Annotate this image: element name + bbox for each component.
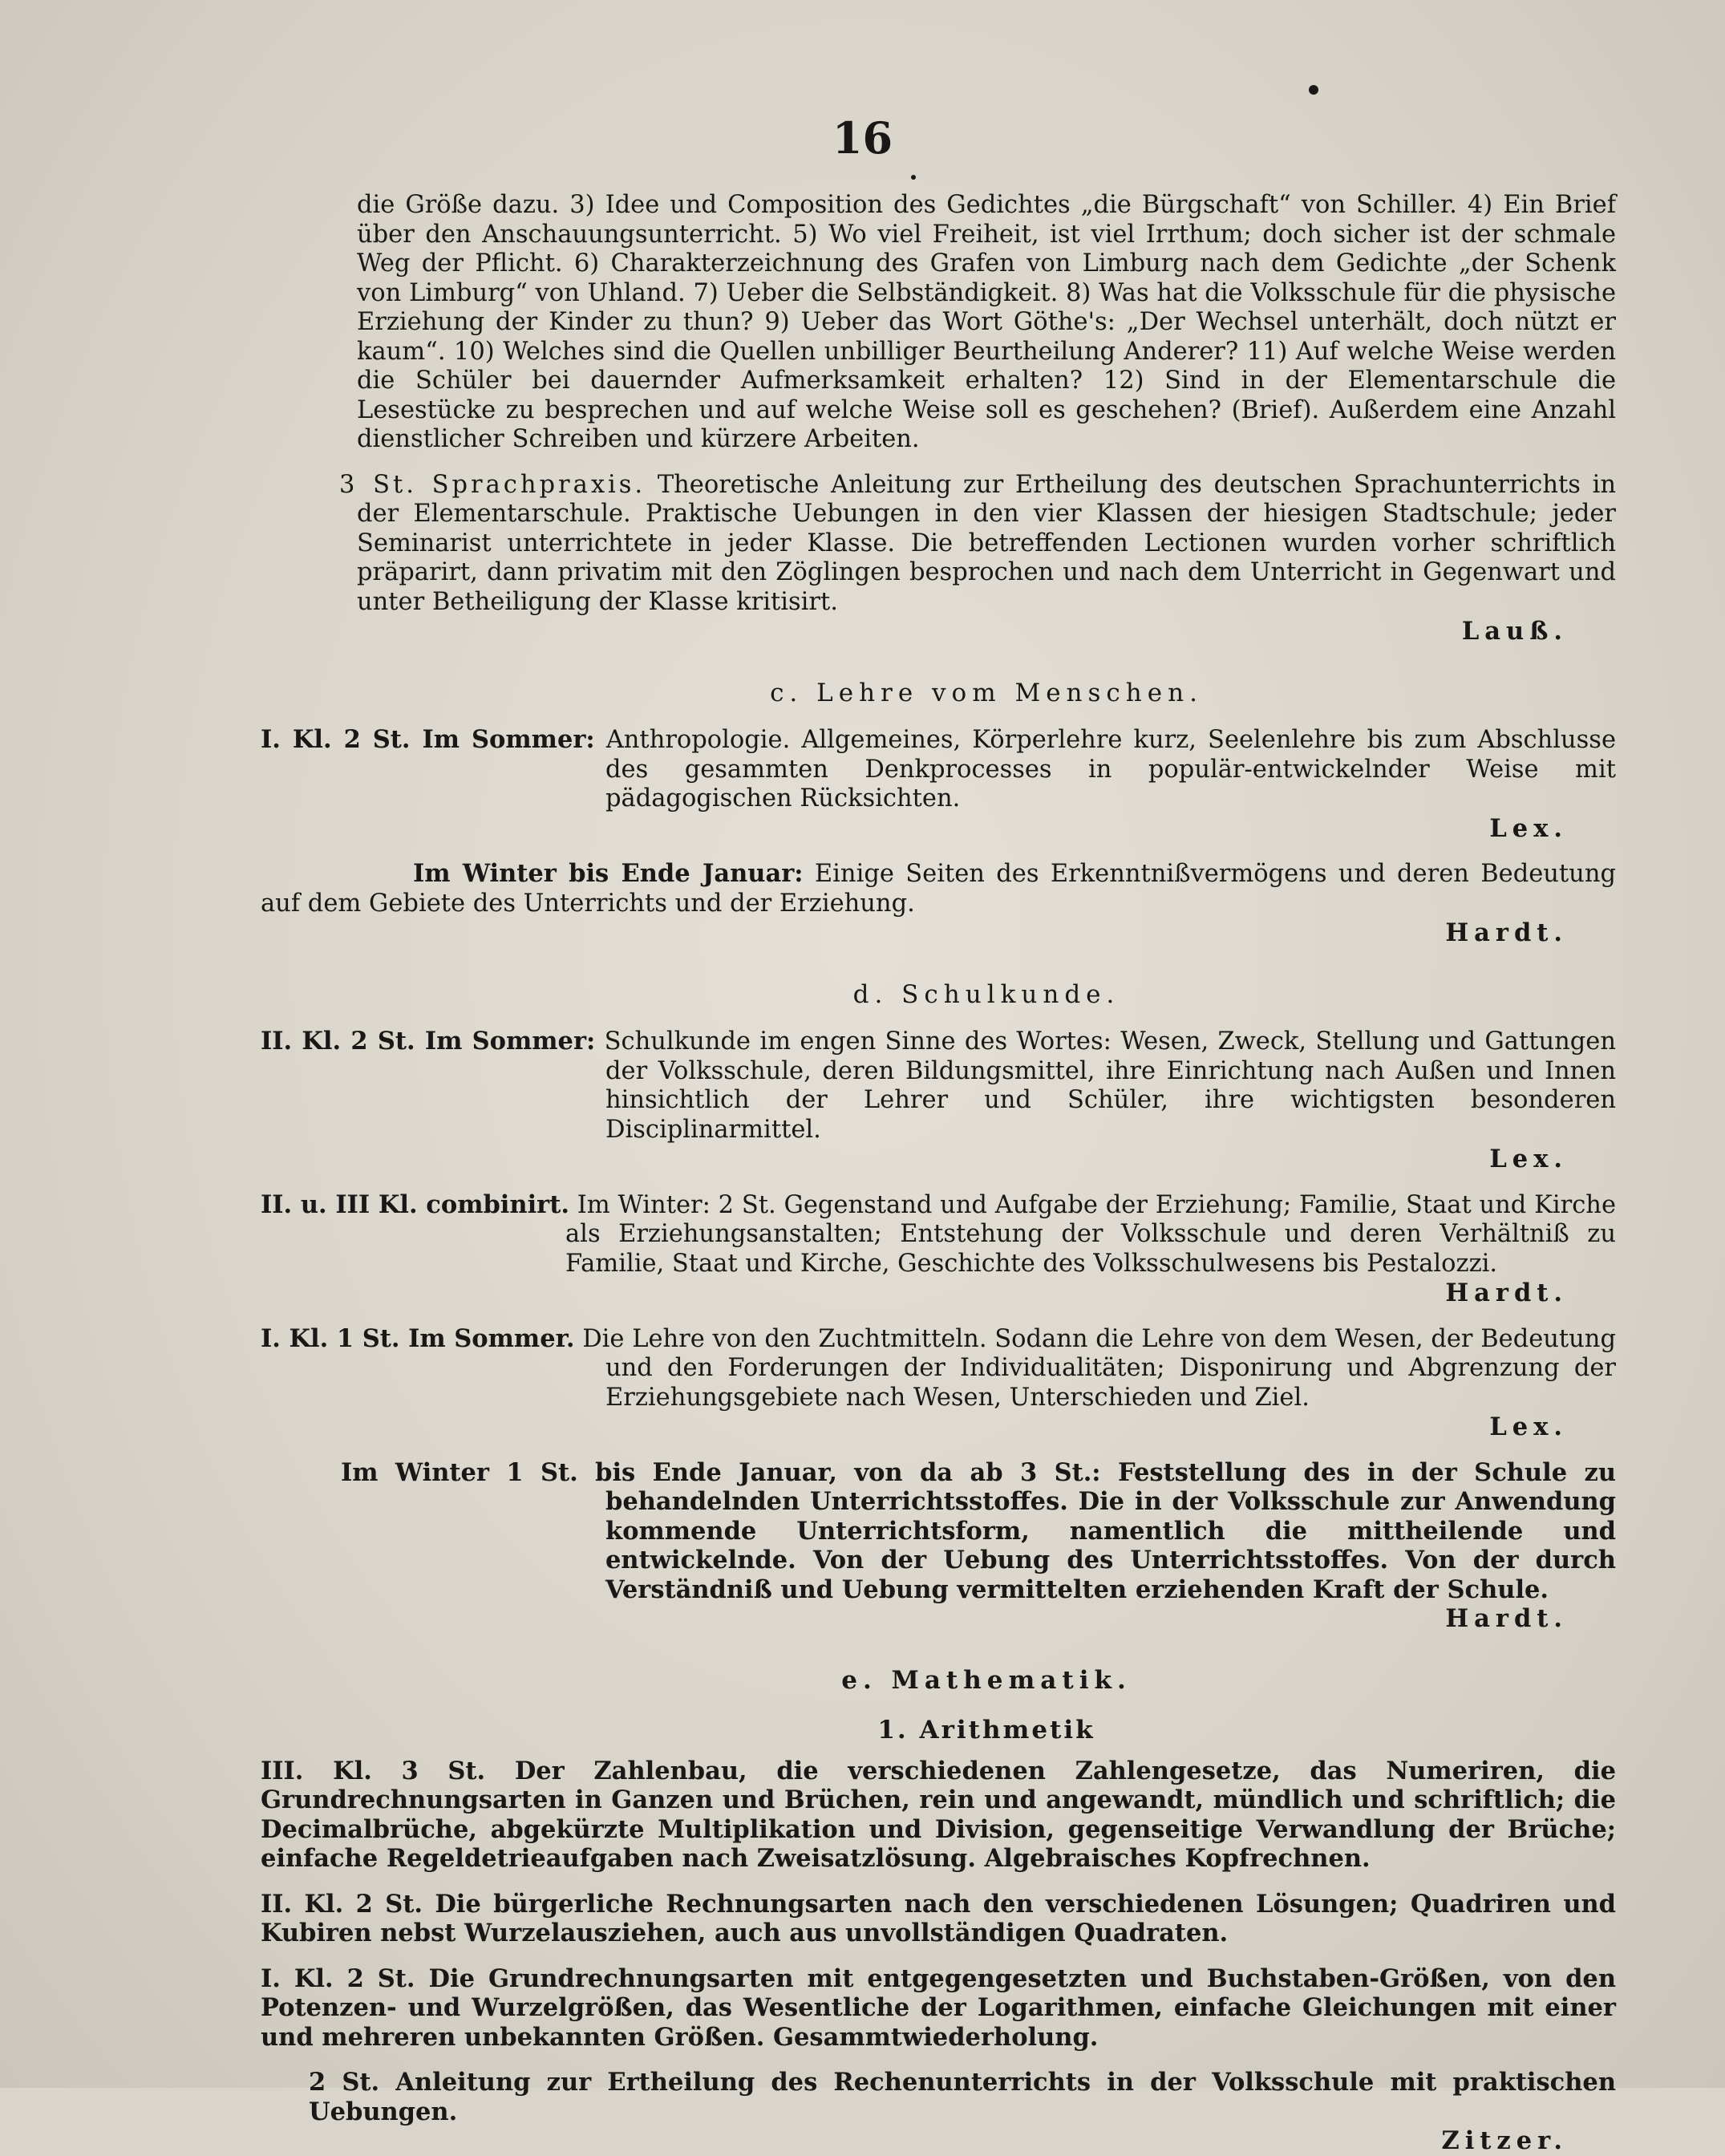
course-label: II. Kl. 2 St. Im Sommer: — [261, 1027, 596, 1056]
course-text: Die Lehre von den Zuchtmitteln. Sodann die Lehre von dem Wesen, der Bedeutung und den Forderungen der Individualitäten; Disponirung und Abgrenzung der Erziehungsgebiete nach Wesen, Unterschieden und Ziel. — [582, 1324, 1616, 1412]
page-number: 16 — [832, 112, 893, 164]
schulkunde-first-class — [261, 1324, 1616, 1442]
section-heading-c: c. Lehre vom Menschen. — [770, 678, 1203, 707]
anthropology-summer — [261, 725, 1616, 843]
section-heading-d: d. Schulkunde. — [852, 979, 1120, 1009]
sprachpraxis-paragraph — [339, 470, 1616, 646]
course-text: Im Winter: 2 St. Gegenstand und Aufgabe der Erziehung; Familie, Staat und Kirche als Erziehungsanstalten; Entstehung der Volksschule und deren Verhältniß zu Familie, Staat und Kirche, Geschichte des Volksschulwesens bis Pestalozzi. — [565, 1190, 1616, 1278]
signature-hardt: Hardt. — [1445, 918, 1568, 947]
course-label: I. Kl. 2 St. — [261, 1964, 415, 1993]
course-label: I. Kl. 2 St. Im Sommer: — [261, 725, 595, 754]
signature-lauss: Lauß. — [1461, 617, 1568, 646]
schulkunde-winter — [341, 1458, 1616, 1634]
course-label: Im Winter 1 St. bis — [341, 1457, 636, 1487]
course-text: Einige Seiten des Erkenntnißvermögens und deren Bedeutung auf dem Gebiete des Unterrichts und der Erziehung. — [261, 860, 1616, 918]
course-text: Anleitung zur Ertheilung des Rechenunterrichts in der Volksschule mit praktischen Uebungen. — [309, 2068, 1617, 2126]
course-label: III. Kl. 3 St. — [261, 1756, 486, 1785]
course-text: Ende Januar, von da ab 3 St.: Feststellung des in der Schule zu behandelnden Unterrichtsstoffes. Die in der Volksschule zur Anwendung kommende Unterrichtsform, namentlich die mittheilende und entwickelnde. Von der Uebung des Unterrichtsstoffes. Von der durch Verständniß und Uebung vermittelten erziehenden Kraft der Schule. — [605, 1457, 1617, 1604]
course-label: II. Kl. 2 St. — [261, 1889, 423, 1919]
course-label: II. u. III Kl. combinirt. — [261, 1189, 569, 1219]
course-text: Die bürgerliche Rechnungsarten nach den verschiedenen Lösungen; Quadriren und Kubiren nebst Wurzelausziehen, auch aus unvollständigen Quadraten. — [261, 1889, 1617, 1947]
course-text: Anthropologie. Allgemeines, Körperlehre kurz, Seelenlehre bis zum Abschlusse des gesammten Denkprocesses in populär-entwickelnder Weise mit pädagogischen Rücksichten. — [605, 726, 1617, 813]
course-text: Die Grundrechnungsarten mit entgegengesetzten und Buchstaben-Größen, von den Potenzen- und Wurzelgrößen, das Wesentliche der Logarithmen, einfache Gleichungen mit einer und mehreren unbekannten Größen. Gesammtwiederholung. — [261, 1964, 1616, 2052]
body-text — [261, 191, 1617, 2156]
arithmetic-second-class — [261, 1890, 1616, 1948]
signature-hardt: Hardt. — [1445, 1279, 1568, 1307]
signature-hardt: Hardt. — [1445, 1604, 1568, 1633]
course-label: 2 St. — [309, 2068, 380, 2097]
course-label: Im Winter bis Ende Januar: — [413, 859, 804, 888]
arithmetic-third-class — [261, 1757, 1616, 1874]
schulkunde-combined — [261, 1190, 1616, 1308]
course-text: Der Zahlenbau, die verschiedenen Zahlengesetze, das Numeriren, die Grundrechnungsarten in Ganzen und Brüchen, rein und angewandt, mündlich und schriftlich; die Decimalbrüche, abgekürzte Multiplikation und Division, gegenseitige Verwandlung der Brüche; einfache Regeldetrieaufgaben nach Zweisatzlösung. Algebraisches Kopfrechnen. — [261, 1756, 1616, 1873]
arithmetic-methodology — [309, 2068, 1616, 2156]
anthropology-winter — [261, 859, 1616, 948]
signature-lex: Lex. — [1489, 813, 1568, 843]
arithmetic-first-class — [261, 1964, 1616, 2053]
subsection-heading-arithmetic: 1. Arithmetik — [877, 1716, 1095, 1745]
signature-lex: Lex. — [1489, 1145, 1568, 1173]
signature-zitzer: Zitzer. — [1441, 2126, 1568, 2155]
course-label: I. Kl. 1 St. Im Sommer. — [261, 1323, 575, 1353]
ink-speck — [911, 175, 916, 180]
section-heading-e: e. Mathematik. — [841, 1665, 1132, 1695]
essay-topics-paragraph: die Größe dazu. 3) Idee und Composition des Gedichtes „die Bürgschaft“ von Schiller. 4) Ein Brief über den Anschauungsunterricht. 5) Wo viel Freiheit, ist viel Irrthum; doch sicher ist der schmale Weg der Pflicht. 6) Charakterzeichnung des Grafen von Limburg nach dem Gedichte „der Schenk von Limburg“ von Uhland. 7) Ueber die Selbständigkeit. 8) Was hat die Volksschule für die physische Erziehung der Kinder zu thun? 9) Ueber das Wort Göthe's: „Der Wechsel unterhält, doch nützt er kaum“. 10) Welches sind die Quellen unbilliger Beurtheilung Anderer? 11) Auf welche Weise werden die Schüler bei dauernder Aufmerksamkeit erhalten? 12) Sind in der Elementarschule die Lesestücke zu besprechen und auf welche Weise soll es geschehen? (Brief). Außerdem eine Anzahl dienstlicher Schreiben und kürzere Arbeiten. — [357, 191, 1616, 453]
sprachpraxis-label: 3 St. Sprachpraxis. — [339, 470, 646, 499]
course-text: Schulkunde im engen Sinne des Wortes: Wesen, Zweck, Stellung und Gattungen der Volksschule, deren Bildungsmittel, ihre Einrichtung nach Außen und Innen hinsichtlich der Lehrer und Schüler, ihre wichtigsten besonderen Disciplinarmittel. — [604, 1027, 1616, 1144]
sprachpraxis-text: Theoretische Anleitung zur Ertheilung des deutschen Sprachunterrichts in der Elementarschule. Praktische Uebungen in den vier Klassen der hiesigen Stadtschule; jeder Seminarist unterrichtete in jeder Klasse. Die betreffenden Lectionen wurden vorher schriftlich präparirt, dann privatim mit den Zöglingen besprochen und nach dem Unterricht in Gegenwart und unter Betheiligung der Klasse kritisirt. — [357, 470, 1616, 616]
ink-speck — [1309, 85, 1318, 95]
signature-lex: Lex. — [1489, 1412, 1568, 1441]
schulkunde-summer — [261, 1027, 1616, 1174]
